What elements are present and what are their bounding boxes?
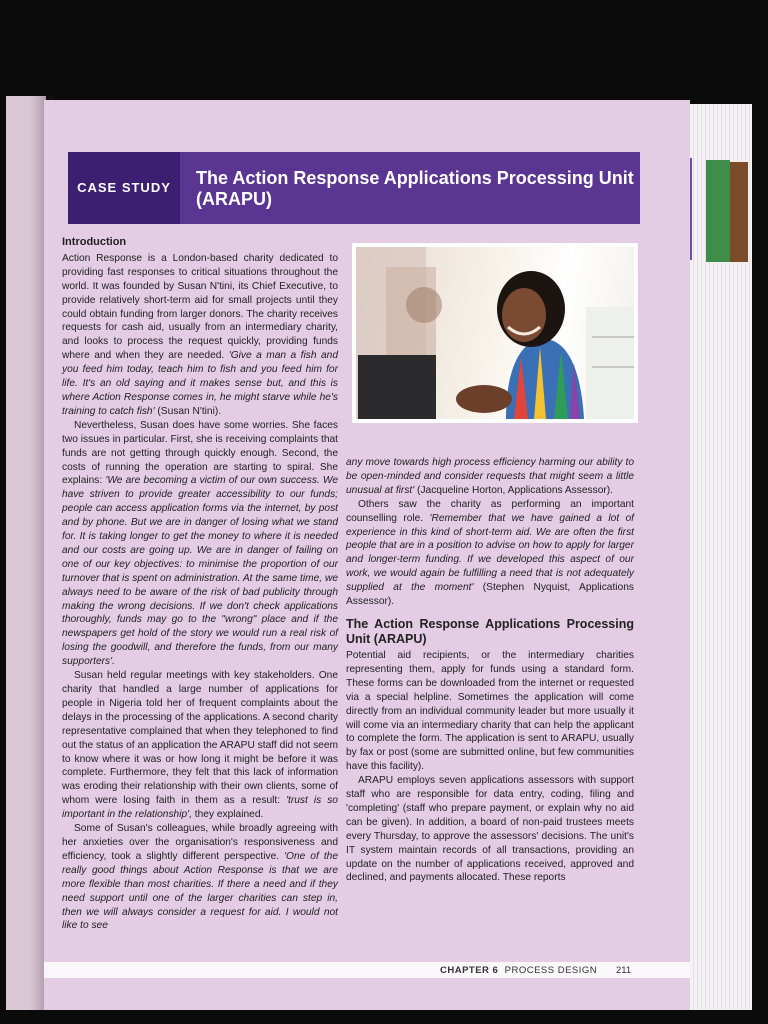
left-column: [62, 236, 338, 933]
right-p2-attrib: (Stephen Nyquist, Applications Assessor).: [346, 582, 634, 608]
intro-p3-end: they explained.: [194, 809, 264, 821]
right-paragraph-3: Potential aid recipients, or the intermediary charities representing them, apply for funds using a standard form. These forms can be downloaded from the internet or requested via a special helpline. Sometimes the application will come directly from an individual community leader but more usually it will come via an intermediary charity that can help the applicant to complete the form. The application is sent to ARAPU, usually by fax or post (some are submitted online, but few communities have this facility).: [346, 649, 634, 773]
intro-p1-attrib: (Susan N'tini).: [157, 405, 222, 417]
intro-paragraph-3: [62, 669, 338, 822]
intro-paragraph-4: [62, 822, 338, 933]
intro-p3-quote: 'trust is so important in the relationship',: [62, 795, 338, 821]
scan-bottom-border: [0, 1010, 768, 1024]
page-number: 211: [616, 965, 632, 976]
case-study-label: CASE STUDY: [68, 152, 180, 224]
thumb-tab-brown: [730, 162, 748, 262]
right-column: [346, 456, 634, 885]
intro-p4-text: Some of Susan's colleagues, while broadly agreeing with her anxieties over the organisation's responsiveness and efficiency, took a slightly different perspective.: [62, 823, 338, 862]
intro-paragraph-2: [62, 419, 338, 669]
intro-heading: Introduction: [62, 236, 127, 248]
intro-p4-quote: 'One of the really good things about Action Response is that we are more flexible than most charities. If there a need and if they need support until one of the larger charities can step in, then we will always consider a request for aid. I would not like to see: [62, 850, 338, 932]
intro-paragraph-1: [62, 252, 338, 419]
case-study-title: The Action Response Applications Processing Unit (ARAPU): [196, 168, 634, 209]
intro-p3-text: Susan held regular meetings with key stakeholders. One charity that handled a large number of applications for people in Nigeria told her of frequent complaints about the delays in the processing of the applications. A second charity representative complained that when they telephoned to find out the status of an application the ARAPU staff did not seem to know where it was or how long it might be before it was complete. Furthermore, they felt that this lack of information was eroding their relationship with their own clients, some of whom were losing faith in them as a result:: [62, 670, 338, 807]
right-p1-quote: any move towards high process efficiency harming our ability to be open-minded and consider requests that might seem a little unusual at first': [346, 457, 634, 496]
arapu-heading: The Action Response Applications Processing Unit (ARAPU): [346, 616, 634, 646]
right-paragraph-2: [346, 498, 634, 609]
photo-content: [356, 247, 634, 419]
footer-chapter: CHAPTER 6: [440, 965, 499, 976]
woman-at-laptop-illustration: [356, 247, 634, 419]
right-paragraph-1: [346, 456, 634, 498]
right-p2-text: Others saw the charity as performing an important counselling role.: [346, 498, 634, 524]
intro-p1-text: Action Response is a London-based charity dedicated to providing fast responses to critical situations throughout the world. It was founded by Susan N'tini, its Chief Executive, to provide relatively short-term aid for small projects until they could obtain funding from larger donors. The charity receives requests for cash aid, usually from an intermediary charity, and looks to process the request quickly, providing funds where and when they are needed.: [62, 252, 338, 362]
case-study-photo: [352, 243, 638, 423]
right-p2-quote: 'Remember that we have gained a lot of experience in this kind of short-term aid. We are often the first people that are in a position to advise on how to apply for larger and longer-term funding. If we developed this aspect of our work, we would again be fulfilling a need that is not adequately supplied at the moment': [346, 512, 635, 594]
thumb-tab-green: [706, 160, 730, 262]
intro-p1-quote: 'Give a man a fish and you feed him today, teach him to fish and you feed him for life. It's an old saying and it makes sense but, and this is where Action Response comes in, he might starve while he's training to catch fish': [62, 350, 338, 417]
intro-p2-text: Nevertheless, Susan does have some worries. She faces two issues in particular. First, she is receiving complaints that funds are not getting through quickly enough. Second, the costs of running the operation are starting to spiral. She explains:: [62, 419, 338, 487]
running-footer: [440, 965, 597, 976]
footer-section: PROCESS DESIGN: [504, 965, 598, 976]
right-paragraph-4: ARAPU employs seven applications assessors with support staff who are responsible for data entry, coding, filing and 'completing' (staff who prepare payment, or explain why no aid can be given). In addition, a board of non-paid trustees meets every Thursday, to approve the assessors' decisions. The unit's IT system maintain records of all transactions, providing an update on the number of applications received, approved and declined, and payments allocated. These reports: [346, 775, 634, 884]
right-p1-attrib: (Jacqueline Horton, Applications Assessor).: [417, 484, 613, 496]
intro-p2-quote: 'We are becoming a victim of our own success. We have striven to provide greater accessibility to our funds; people can access application forms via the internet, by post and by phone. But we are in danger of losing what we stand for. It is taking longer to get the money to where it is needed and our costs are going up. We are in danger of failing on one of our key objectives: to minimise the proportion of our turnover that is spent on administration. At the same time, we always need to be aware of the risk of bad publicity through making the wrong decisions. If we don't check applications thoroughly, funds may go to the "wrong" place and if the newspapers get hold of the story we would run a real risk of losing the goodwill, and therefore the funds, from our many supporters'.: [62, 475, 338, 668]
